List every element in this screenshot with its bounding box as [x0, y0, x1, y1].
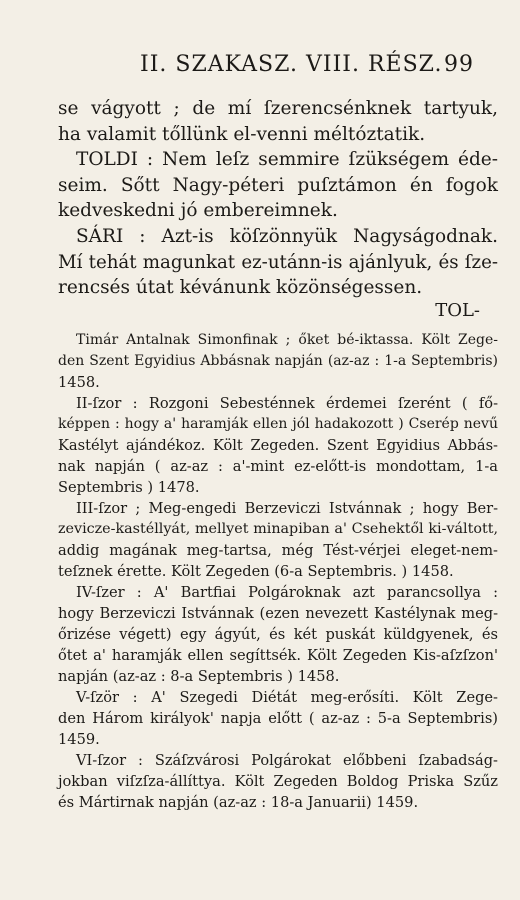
note-line: den Három királyok' napja előtt ( az-az : 5-a Septembris)	[58, 710, 498, 727]
note-line: teſznek érette. Költ Zegeden (6-a Septembris. ) 1458.	[58, 563, 454, 580]
main-text	[58, 96, 498, 301]
note-line: zevicze-kastéllyát, mellyet minapiban a' Csehektől ki-váltott,	[58, 521, 498, 537]
note-line: 1458.	[58, 374, 100, 391]
note-paragraph	[58, 330, 498, 393]
note-paragraph	[58, 750, 498, 813]
note-paragraph	[58, 498, 498, 582]
note-line: 1459.	[58, 731, 100, 748]
note-line: nak napján ( az-az : a'-mint ez-előtt-is mondottam, 1-a	[58, 458, 498, 475]
text-line: ha valamit tőllünk el-venni méltóztatik.	[58, 123, 426, 145]
note-line: jokban viſzſza-állíttya. Költ Zegeden Boldog Priska Szűz	[58, 773, 498, 790]
text-line: seim. Sőtt Nagy-péteri puſztámon én fogok	[58, 174, 498, 196]
text-line: kedveskedni jó embereimnek.	[58, 200, 338, 222]
note-line: IV-ſzer : A' Bartfiai Polgároknak azt parancsollya :	[76, 584, 498, 601]
note-line: Timár Antalnak Simonfinak ; őket bé-iktassa. Költ Zege-	[76, 332, 498, 348]
note-line: őrizése végett) egy ágyút, és két puskát küldgyenek, és	[58, 626, 498, 643]
catchword: TOL-	[435, 300, 480, 321]
footnotes	[58, 330, 498, 813]
note-line: napján (az-az : 8-a Septembris ) 1458.	[58, 668, 340, 685]
text-line: TOLDI : Nem leſz semmire ſzükségem éde-	[76, 149, 498, 171]
note-paragraph	[58, 582, 498, 687]
note-line: őtet a' haramják ellen segíttsék. Költ Zegeden Kis-aſzſzon'	[58, 647, 498, 664]
note-line: III-ſzor ; Meg-engedi Berzeviczi Istvánnak ; hogy Ber-	[76, 500, 498, 517]
page-number: 99	[444, 52, 474, 77]
running-header	[60, 52, 474, 82]
note-line: II-ſzor : Rozgoni Sebesténnek érdemei ſzerént ( fő-	[76, 395, 498, 412]
text-line: Mí tehát magunkat ez-utánn-is ajánlyuk, és ſze-	[58, 251, 498, 273]
section-title: II. SZAKASZ. VIII. RÉSZ.	[140, 52, 443, 77]
text-line: SÁRI : Azt-is köſzönnyük Nagyságodnak.	[76, 225, 498, 247]
note-line: VI-ſzor : Száſzvárosi Polgárokat előbbeni ſzabadság-	[76, 752, 498, 769]
note-line: képpen : hogy a' haramják ellen jól hadakozott ) Cserép nevű	[58, 416, 498, 432]
note-line: Septembris ) 1478.	[58, 479, 200, 496]
note-line: addig magának meg-tartsa, még Tést-vérjei eleget-nem-	[58, 542, 498, 559]
note-paragraph	[58, 687, 498, 750]
note-line: hogy Berzeviczi Istvánnak (ezen nevezett Kastélynak meg-	[58, 605, 498, 622]
text-line: se vágyott ; de mí ſzerencsénknek tartyuk,	[58, 98, 498, 119]
note-line: den Szent Egyidius Abbásnak napján (az-az : 1-a Septembris)	[58, 353, 498, 369]
text-line: rencsés útat kévánunk közönségessen.	[58, 277, 423, 299]
note-line: Kastélyt ajándékoz. Költ Zegeden. Szent Egyidius Abbás-	[58, 437, 498, 454]
note-paragraph	[58, 393, 498, 498]
note-line: V-ſzör : A' Szegedi Diétát meg-erősíti. Költ Zege-	[76, 689, 498, 706]
note-line: és Mártirnak napján (az-az : 18-a Januarii) 1459.	[58, 794, 419, 811]
